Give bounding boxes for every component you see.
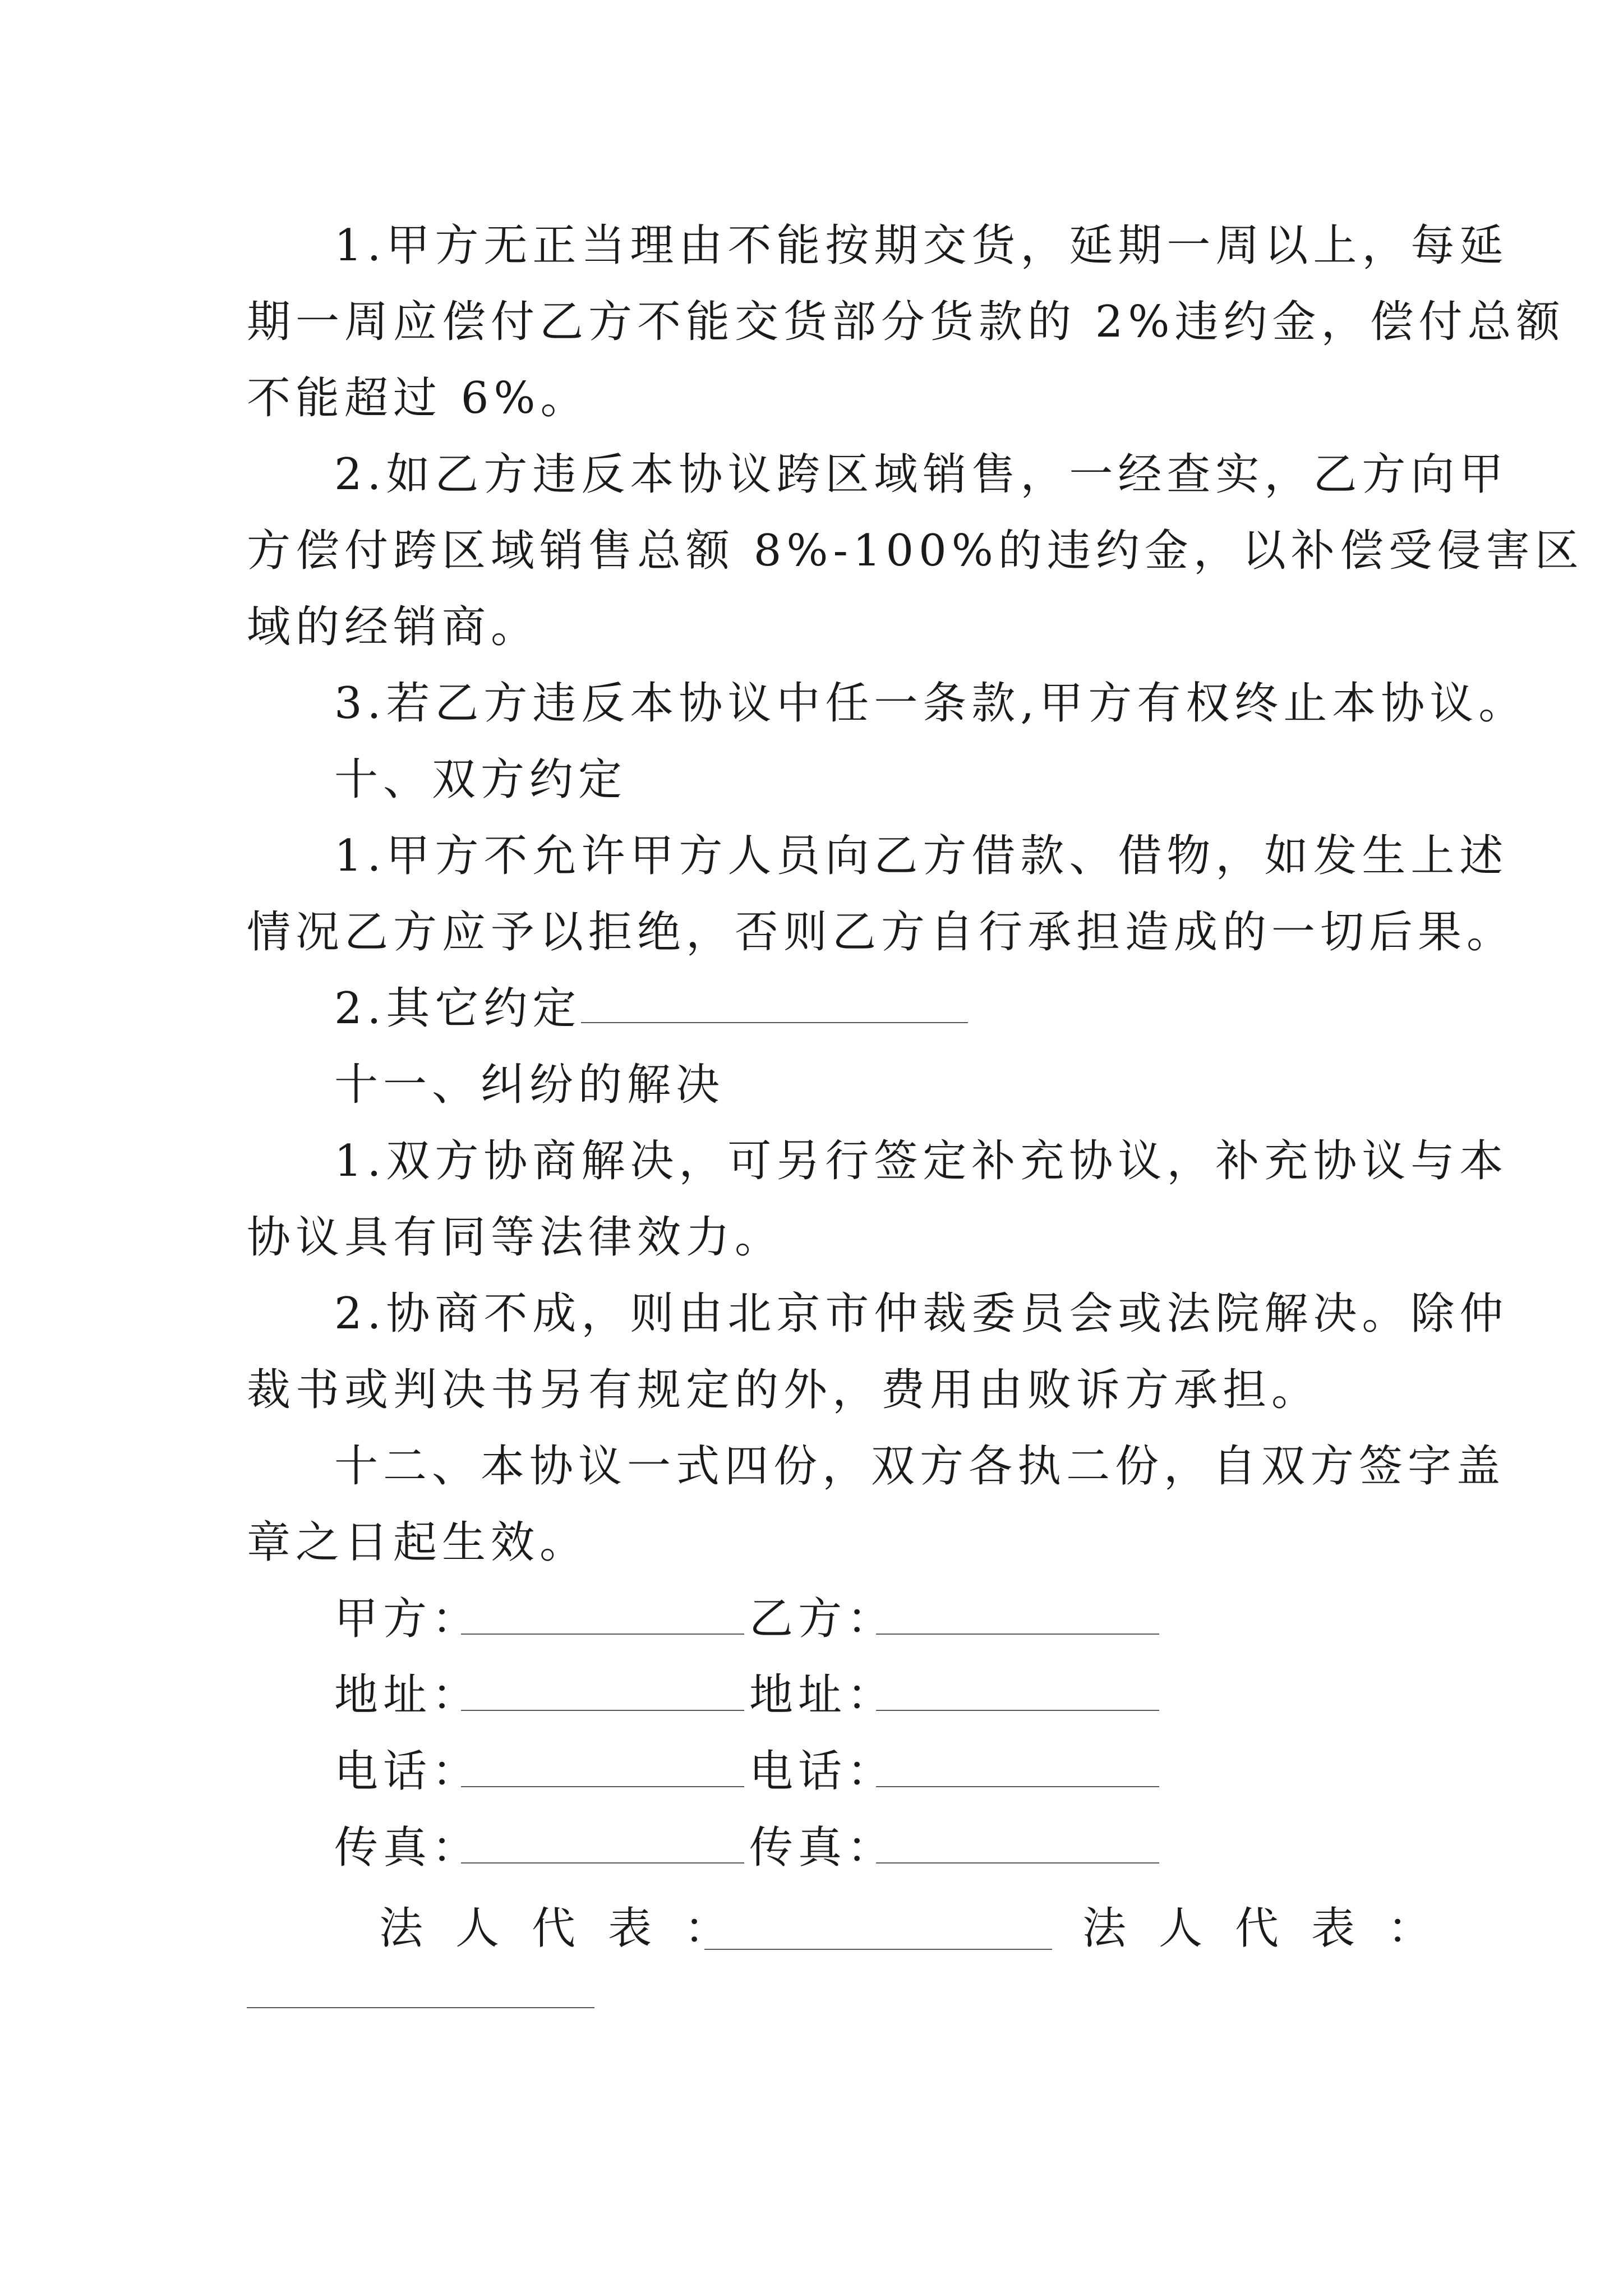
party-a-phone-label: 电话： — [334, 1746, 481, 1797]
party-a-rep-label: 法人代表： — [379, 1903, 761, 1954]
party-b-rep-label: 法人代表： — [1082, 1903, 1464, 1954]
party-a-fax-blank[interactable] — [461, 1825, 744, 1864]
clause-text: 章之日起生效。 — [247, 1517, 589, 1568]
clause-text: 情况乙方应予以拒绝，否则乙方自行承担造成的一切后果。 — [247, 907, 1516, 958]
clause-other-agreement — [334, 982, 1400, 1036]
clause-text: 3.若乙方违反本协议中任一条款,甲方有权终止本协议。 — [334, 678, 1528, 729]
clause-text: 1.甲方无正当理由不能按期交货，延期一周以上，每延 — [334, 220, 1509, 271]
party-a-rep-blank[interactable] — [704, 1912, 1052, 1950]
section-heading: 十、双方约定 — [334, 754, 628, 805]
clause-text: 2.其它约定 — [334, 983, 582, 1034]
clause-text: 2.如乙方违反本协议跨区域销售，一经查实，乙方向甲 — [334, 449, 1509, 500]
clause-text: 方偿付跨区域销售总额 8%-100%的违约金，以补偿受侵害区 — [247, 526, 1584, 576]
party-a-blank[interactable] — [461, 1596, 744, 1635]
party-a-phone-blank[interactable] — [461, 1749, 744, 1787]
clause-text: 1.甲方不允许甲方人员向乙方借款、借物，如发生上述 — [334, 831, 1509, 881]
party-b-fax-label: 传真： — [749, 1823, 896, 1873]
party-a-address-blank[interactable] — [461, 1673, 744, 1711]
party-b-fax-blank[interactable] — [876, 1825, 1159, 1864]
party-a-label: 甲方： — [334, 1594, 481, 1644]
party-b-phone-blank[interactable] — [876, 1749, 1159, 1787]
party-b-rep-blank[interactable] — [247, 1990, 594, 2008]
party-b-blank[interactable] — [876, 1596, 1159, 1635]
party-a-fax-label: 传真： — [334, 1823, 481, 1873]
clause-text: 期一周应偿付乙方不能交货部分货款的 2%违约金，偿付总额 — [247, 297, 1565, 347]
clause-text: 裁书或判决书另有规定的外，费用由败诉方承担。 — [247, 1365, 1321, 1415]
clause-text: 协议具有同等法律效力。 — [247, 1212, 784, 1263]
clause-text: 不能超过 6%。 — [247, 373, 589, 424]
signature-row-party — [334, 1592, 1175, 1646]
signature-row-phone — [334, 1745, 1175, 1798]
signature-row-address — [334, 1668, 1175, 1722]
party-a-address-label: 地址： — [334, 1670, 481, 1720]
party-b-label: 乙方： — [749, 1594, 896, 1644]
clause-text: 2.协商不成，则由北京市仲裁委员会或法院解决。除仲 — [334, 1289, 1509, 1339]
clause-text: 十二、本协议一式四份，双方各执二份，自双方签字盖 — [334, 1441, 1506, 1492]
section-heading: 十一、纠纷的解决 — [334, 1060, 725, 1110]
party-b-phone-label: 电话： — [749, 1746, 896, 1797]
clause-text: 域的经销商。 — [247, 602, 540, 652]
party-b-address-blank[interactable] — [876, 1673, 1159, 1711]
clause-text: 1.双方协商解决，可另行签定补充协议，补充协议与本 — [334, 1136, 1509, 1186]
party-b-address-label: 地址： — [749, 1670, 896, 1720]
signature-row-fax — [334, 1821, 1175, 1875]
fill-in-blank[interactable] — [581, 987, 968, 1023]
